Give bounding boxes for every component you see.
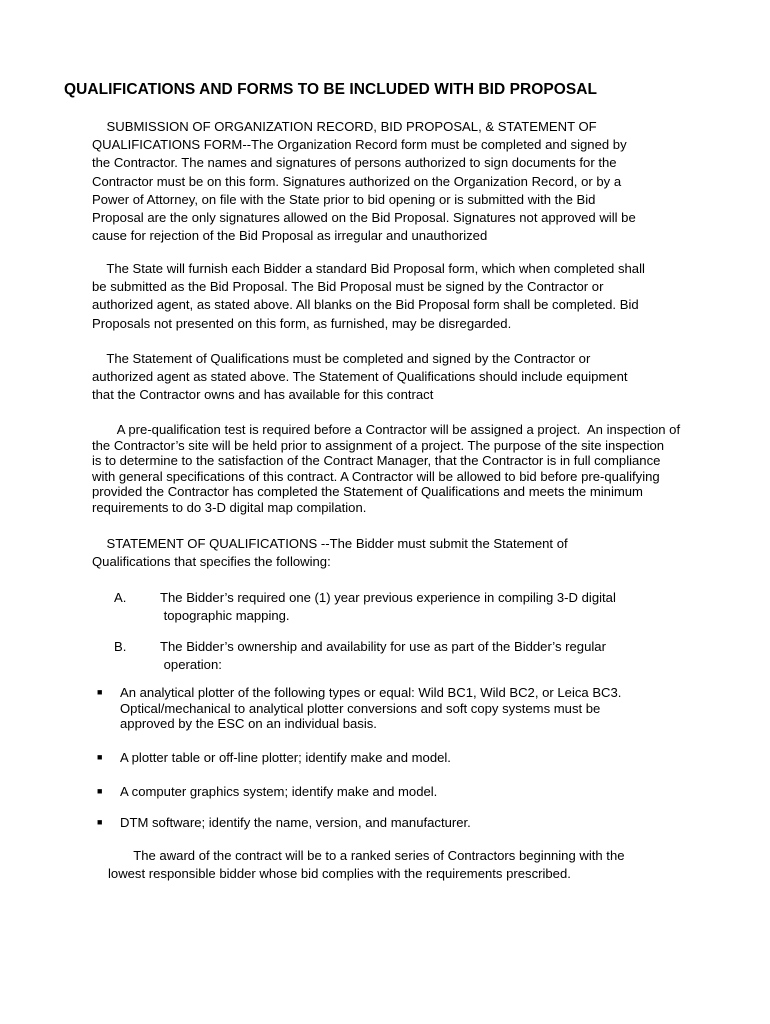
paragraph-line: QUALIFICATIONS FORM--The Organization Record form must be completed and signed by [92,137,627,153]
paragraph-award [108,847,625,883]
bullet-item-line: Optical/mechanical to analytical plotter conversions and soft copy systems must be [120,700,601,716]
paragraph-line: A pre-qualification test is required before a Contractor will be assigned a project. An inspection of [92,422,681,437]
list-item-marker: B. [114,639,127,654]
square-bullet-icon: ■ [97,817,103,827]
list-item [160,589,616,625]
bullet-item-line: A computer graphics system; identify make and model. [120,784,438,799]
paragraph-line: Proposals not presented on this form, as furnished, may be disregarded. [92,315,512,331]
bullet-item-line: A plotter table or off-line plotter; identify make and model. [120,750,451,765]
bullet-item [120,685,621,732]
list-item-line: topographic mapping. [160,608,290,623]
paragraph-line: the Contractor. The names and signatures of persons authorized to sign documents for the [92,155,617,171]
paragraph-line: Qualifications that specifies the following: [92,554,331,570]
paragraph-line: cause for rejection of the Bid Proposal as irregular and unauthorized [92,228,488,244]
paragraph-line: the Contractor’s site will be held prior to assignment of a project. The purpose of the site inspection [92,437,665,453]
bullet-item [120,815,471,831]
square-bullet-icon: ■ [97,752,103,762]
paragraph-line: provided the Contractor has completed the Statement of Qualifications and meets the minimum [92,484,643,500]
list-item-line: The Bidder’s ownership and availability for use as part of the Bidder’s regular [160,639,606,654]
paragraph-line: that the Contractor owns and has available for this contract [92,387,434,403]
paragraph-line: authorized agent, as stated above. All blanks on the Bid Proposal form shall be completed. Bid [92,297,639,313]
bullet-item-line: An analytical plotter of the following types or equal: Wild BC1, Wild BC2, or Leica BC3. [120,685,622,700]
paragraph-line: The Statement of Qualifications must be completed and signed by the Contractor or [92,351,591,366]
paragraph-line: The award of the contract will be to a ranked series of Contractors beginning with the [108,848,625,863]
paragraph-line: lowest responsible bidder whose bid complies with the requirements prescribed. [108,866,571,882]
paragraph-submission [92,118,636,245]
paragraph-line: authorized agent as stated above. The Statement of Qualifications should include equipment [92,369,628,385]
paragraph-line: be submitted as the Bid Proposal. The Bid Proposal must be signed by the Contractor or [92,279,604,295]
paragraph-line: SUBMISSION OF ORGANIZATION RECORD, BID PROPOSAL, & STATEMENT OF [92,119,597,134]
bullet-item-line: approved by the ESC on an individual basis. [120,716,377,732]
square-bullet-icon: ■ [97,786,103,796]
square-bullet-icon: ■ [97,687,103,697]
bullet-item [120,750,451,766]
list-item-marker: A. [114,590,127,605]
list-item-line: operation: [160,657,222,672]
paragraph-bid-proposal-form [92,260,645,333]
paragraph-line: is to determine to the satisfaction of the Contract Manager, that the Contractor is in full compliance [92,453,661,469]
list-item-line: The Bidder’s required one (1) year previous experience in compiling 3-D digital [160,590,616,605]
bullet-item [120,784,437,800]
list-item [160,638,606,674]
paragraph-line: Proposal are the only signatures allowed on the Bid Proposal. Signatures not approved will be [92,210,636,226]
paragraph-statement-of-qualifications [92,350,628,405]
paragraph-line: STATEMENT OF QUALIFICATIONS --The Bidder must submit the Statement of [92,536,568,551]
paragraph-line: with general specifications of this contract. A Contractor will be allowed to bid before pre-qualifying [92,468,660,484]
paragraph-line: requirements to do 3-D digital map compilation. [92,499,367,515]
paragraph-pre-qualification [92,422,680,516]
document-title: QUALIFICATIONS AND FORMS TO BE INCLUDED WITH BID PROPOSAL [64,81,597,98]
paragraph-line: Power of Attorney, on file with the State prior to bid opening or is submitted with the Bid [92,191,596,207]
bullet-item-line: DTM software; identify the name, version, and manufacturer. [120,815,471,830]
paragraph-line: The State will furnish each Bidder a standard Bid Proposal form, which when completed shall [92,261,645,276]
paragraph-line: Contractor must be on this form. Signatures authorized on the Organization Record, or by a [92,173,622,189]
paragraph-statement-heading [92,535,568,571]
